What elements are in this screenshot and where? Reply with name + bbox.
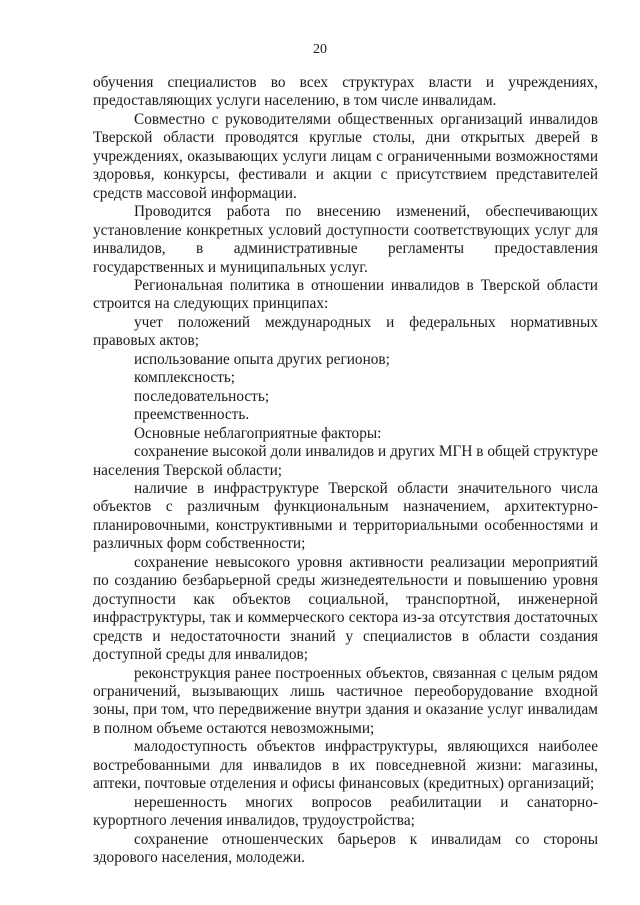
paragraph: нерешенность многих вопросов реабилитации и санаторно-курортного лечения инвалидов, трудоустройства; [93, 793, 598, 830]
paragraph: наличие в инфраструктуре Тверской области значительного числа объектов с различным функциональным назначением, архитектурно-планировочными, конструктивными и территориальными особенностями и различных форм собственности; [93, 479, 598, 553]
paragraph: сохранение невысокого уровня активности реализации мероприятий по созданию безбарьерной среды жизнедеятельности и повышению уровня доступности как объектов социальной, транспортной, инженерной инфраструктуры, так и коммерческого сектора из-за отсутствия достаточных средств и недостаточности знаний у специалистов в области создания доступной среды для инвалидов; [93, 553, 598, 664]
page-number: 20 [313, 42, 327, 57]
paragraph: Проводится работа по внесению изменений, обеспечивающих установление конкретных условий доступности соответствующих услуг для инвалидов, в административные регламенты предоставления государственных и муниципальных услуг. [93, 203, 598, 276]
paragraph: комплексность; [134, 369, 236, 387]
paragraph: сохранение высокой доли инвалидов и других МГН в общей структуре населения Тверской области; [93, 443, 598, 479]
paragraph: Основные неблагоприятные факторы: [134, 424, 382, 442]
paragraph: малодоступность объектов инфраструктуры, являющихся наиболее востребованными для инвалидов в их повседневной жизни: магазины, аптеки, почтовые отделения и офисы финансовых (кредитных) организаций; [93, 738, 598, 793]
paragraph: сохранение отношенческих барьеров к инвалидам со стороны здорового населения, молодежи. [93, 830, 598, 867]
paragraph: использование опыта других регионов; [134, 350, 390, 368]
paragraph: учет положений международных и федеральных нормативных правовых актов; [93, 313, 598, 350]
paragraph: Региональная политика в отношении инвалидов в Тверской области строится на следующих принципах: [93, 276, 598, 313]
paragraph: реконструкция ранее построенных объектов, связанная с целым рядом ограничений, вызывающих лишь частичное переоборудование входной зоны, при том, что передвижение внутри здания и оказание услуг инвалидам в полном объеме остаются невозможными; [93, 664, 598, 737]
paragraph: обучения специалистов во всех структурах власти и учреждениях, предоставляющих услуги населению, в том числе инвалидам. [93, 74, 598, 110]
paragraph: последовательность; [134, 387, 270, 405]
document-body [93, 74, 598, 867]
paragraph: преемственность. [134, 406, 250, 424]
paragraph: Совместно с руководителями общественных организаций инвалидов Тверской области проводятся круглые столы, дни открытых дверей в учреждениях, оказывающих услуги лицам с ограниченными возможностями здоровья, конкурсы, фестивали и акции с присутствием представителей средств массовой информации. [93, 110, 598, 202]
